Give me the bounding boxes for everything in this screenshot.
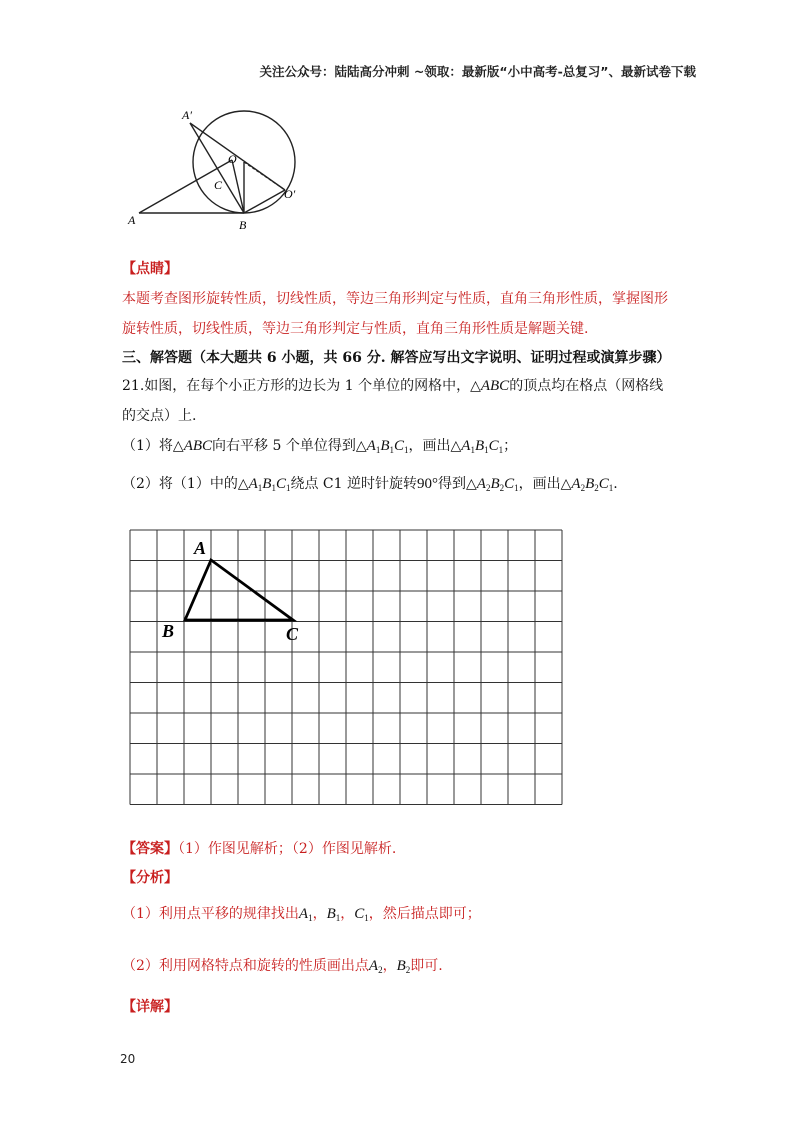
q21-part-1: （1）将△ABC向右平移 5 个单位得到$\triangle A_1B_1C_1$，画出$\triangle A_1B_1C_1$； <box>122 438 518 455</box>
q21-intro: 21.如图，在每个小正方形的边长为 1 个单位的网格中，△ABC的顶点均在格点（网格线 <box>122 378 664 394</box>
fenxi-line-1: （1）利用点平移的规律找出$A_1$，$B_1$，$C_1$，然后描点即可； <box>122 906 481 923</box>
dianjing-title: 【点睛】 <box>122 261 178 277</box>
q21-part-2: （2）将（1）中的$\triangle A_1B_1C_1$绕点 C1 逆时针旋转90°得到$\triangle A_2B_2C_1$，画出$\triangle A_2B_2C_1$. <box>122 476 618 493</box>
circle-figure <box>120 100 310 235</box>
page-header: 关注公众号：陆陆高分冲刺 ~领取：最新版“小中高考-总复习”、最新试卷下载 <box>259 64 696 79</box>
answer: 【答案】（1）作图见解析；（2）作图见解析. <box>122 841 397 857</box>
dianjing-line-1: 本题考查图形旋转性质，切线性质，等边三角形判定与性质，直角三角形性质，掌握图形 <box>122 291 668 307</box>
grid-label-c: C <box>286 624 299 644</box>
dianjing-line-2: 旋转性质，切线性质，等边三角形判定与性质，直角三角形性质是解题关键. <box>122 321 589 337</box>
triangle-abc <box>185 560 293 620</box>
xiangjie-title: 【详解】 <box>122 999 178 1015</box>
q21-intro-cont: 的交点）上. <box>122 408 197 424</box>
grid-label-a: A <box>194 538 207 558</box>
page-number: 20 <box>120 1052 136 1066</box>
label-c: C <box>214 178 223 192</box>
label-a-prime: A′ <box>182 108 192 122</box>
fenxi-title: 【分析】 <box>122 870 178 886</box>
label-b: B <box>239 218 247 232</box>
fenxi-line-2: （2）利用网格特点和旋转的性质画出点$A_2$，$B_2$即可. <box>122 958 443 975</box>
grid-figure <box>120 520 580 820</box>
label-a: A <box>128 213 136 227</box>
label-o-prime: O′ <box>284 187 296 201</box>
label-o: O <box>228 152 237 166</box>
section-3-title: 三、解答题（本大题共 6 小题，共 66 分. 解答应写出文字说明、证明过程或演算步骤） <box>122 350 671 366</box>
grid-label-b: B <box>162 621 175 641</box>
